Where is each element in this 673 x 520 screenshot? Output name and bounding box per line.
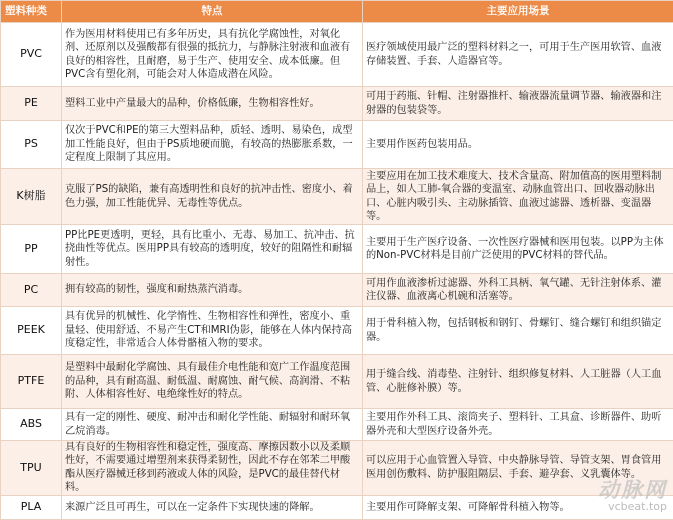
type-cell: PEEK <box>1 307 62 355</box>
type-cell: PVC <box>1 23 62 87</box>
applications-cell: 可用作血液渗析过滤器、外科工具柄、氧气罐、无针注射体系、灌注仪器、血液离心机碗和活塞等。 <box>363 274 673 307</box>
table-body <box>1 23 673 520</box>
table-header <box>1 1 673 23</box>
features-cell: 具有良好的生物相容性和稳定性，强度高、摩擦因数小以及柔顺性好，不需要通过增塑剂来获得柔韧性，因此不存在邻苯二甲酸酯从医疗器械迁移到药液或人体的风险，是PVC的最佳替代材料。 <box>62 441 363 496</box>
header-applications: 主要应用场景 <box>363 1 673 23</box>
applications-cell: 主要用作外科工具、滚筒夹子、塑料针、工具盒、诊断器件、助听器外壳和大型医疗设备外壳。 <box>363 409 673 441</box>
watermark-url: vcbeat.top <box>598 501 667 513</box>
table-row <box>1 23 673 87</box>
features-cell: 具有一定的刚性、硬度、耐冲击和耐化学性能、耐辐射和耐环氧乙烷消毒。 <box>62 409 363 441</box>
features-cell: 拥有较高的韧性，强度和耐热蒸汽消毒。 <box>62 274 363 307</box>
features-cell: 是塑料中最耐化学腐蚀、具有最佳介电性能和宽广工作温度范围的品种，具有耐高温、耐低温、耐腐蚀、耐气候、高润滑、不粘附、人体相容性好、电绝缘性好的特点。 <box>62 355 363 409</box>
features-cell: 塑料工业中产量最大的品种，价格低廉，生物相容性好。 <box>62 87 363 121</box>
type-cell: K树脂 <box>1 169 62 225</box>
type-cell: PS <box>1 121 62 169</box>
applications-cell: 主要应用在加工技术难度大、技术含量高、附加值高的医用塑料制品上，如人工肺-氧合器的变温室、动脉血管出口、回收器动脉出口、心脏内吸引头、主动脉插管、血液过滤器、透析器、变温器等。 <box>363 169 673 225</box>
type-cell: PC <box>1 274 62 307</box>
applications-cell: 主要用于生产医疗设备、一次性医疗器械和医用包装。以PP为主体的Non-PVC材料是目前广泛使用的PVC材料的替代品。 <box>363 225 673 274</box>
table-row <box>1 495 673 519</box>
applications-cell: 用于缝合线、消毒垫、注射针、组织修复材料、人工脏器（人工血管、心脏修补膜）等。 <box>363 355 673 409</box>
applications-cell: 医疗领域使用最广泛的塑料材料之一，可用于生产医用软管、血液存储装置、手套、人造器官等。 <box>363 23 673 87</box>
table-row <box>1 441 673 496</box>
header-features: 特点 <box>62 1 363 23</box>
table-row <box>1 409 673 441</box>
features-cell: 来源广泛且可再生，可以在一定条件下实现快速的降解。 <box>62 495 363 519</box>
table-row <box>1 87 673 121</box>
type-cell: ABS <box>1 409 62 441</box>
header-row <box>1 1 673 23</box>
features-cell: PP比PE更透明，更轻，具有比重小、无毒、易加工、抗冲击、抗挠曲性等优点。医用PP具有较高的透明度，较好的阻隔性和耐辐射性。 <box>62 225 363 274</box>
features-cell: 作为医用材料使用已有多年历史，具有抗化学腐蚀性，对氧化剂、还原剂以及强酸都有很强的抵抗力，与静脉注射液和血液有良好的相容性，且耐磨，易于生产、使用安全、成本低廉。但PVC含有塑化剂，可能会对人体造成潜在风险。 <box>62 23 363 87</box>
applications-cell: 可用于药瓶、针帽、注射器推杆、输液器流量调节器、输液器和注射器的包装袋等。 <box>363 87 673 121</box>
type-cell: PE <box>1 87 62 121</box>
table-row <box>1 121 673 169</box>
table-row <box>1 307 673 355</box>
features-cell: 仅次于PVC和PE的第三大塑料品种，质轻、透明、易染色，成型加工性能良好，但由于PS质地硬而脆，有较高的热膨胀系数，一定程度上限制了其应用。 <box>62 121 363 169</box>
watermark-title: 动脉网 <box>598 480 667 501</box>
applications-cell: 主要用作医药包装用品。 <box>363 121 673 169</box>
type-cell: PLA <box>1 495 62 519</box>
applications-cell: 主要用作可降解支架、可降解骨科植入物等。 <box>363 495 673 519</box>
table-row <box>1 169 673 225</box>
features-cell: 具有优异的机械性、化学惰性、生物相容性和弹性，密度小、重量轻、使用舒适、不易产生CT和MRI伪影，能够在人体内保持高度稳定性，非常适合人体骨骼植入物的要求。 <box>62 307 363 355</box>
table-row <box>1 225 673 274</box>
header-type: 塑料种类 <box>1 1 62 23</box>
features-cell: 克服了PS的缺陷，兼有高透明性和良好的抗冲击性、密度小、着色力强，加工性能优异、无毒性等优点。 <box>62 169 363 225</box>
type-cell: PTFE <box>1 355 62 409</box>
table-row <box>1 355 673 409</box>
type-cell: PP <box>1 225 62 274</box>
applications-cell: 可以应用于心血管置入导管、中央静脉导管、导管支架、胃食管用医用创伤敷料、防护服阻隔层、手套、避孕套、义乳囊体等。 <box>363 441 673 496</box>
type-cell: TPU <box>1 441 62 496</box>
applications-cell: 用于骨科植入物，包括钢板和钢钉、骨螺钉、缝合螺钉和组织锚定器。 <box>363 307 673 355</box>
table-row <box>1 274 673 307</box>
